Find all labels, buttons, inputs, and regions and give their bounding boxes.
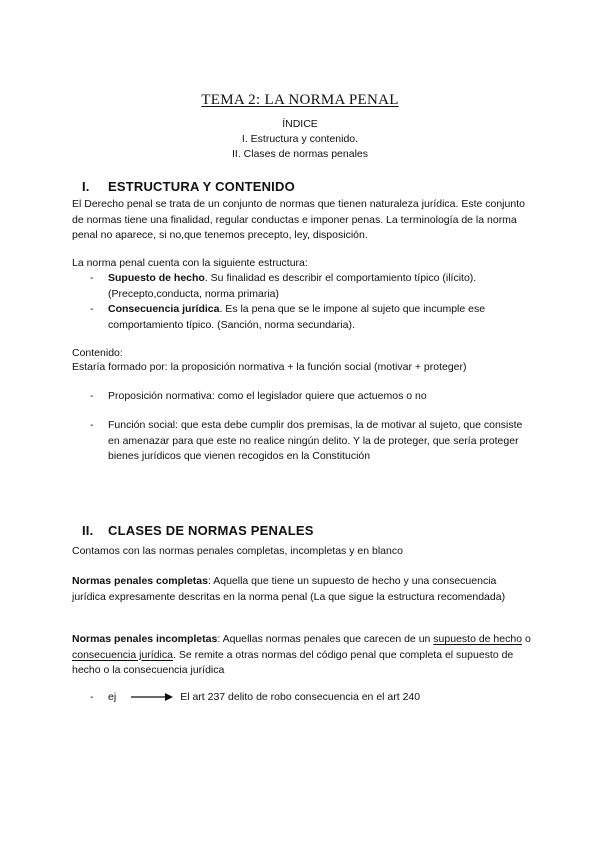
bullet-dash: - xyxy=(90,272,94,284)
document-title: TEMA 2: LA NORMA PENAL xyxy=(201,92,399,108)
bullet-text: Proposición normativa: como el legislador quiere que actuemos o no xyxy=(108,390,427,402)
incompletas-term: Normas penales incompletas xyxy=(72,633,218,645)
incompletas-paragraph xyxy=(72,632,532,679)
bullet-term: Consecuencia jurídica xyxy=(108,303,220,315)
index-item-1: I. Estructura y contenido. xyxy=(241,133,359,145)
bullet-dash: - xyxy=(90,303,94,315)
section-1-title: ESTRUCTURA Y CONTENIDO xyxy=(108,179,295,194)
completas-text: : Aquella que tiene un supuesto de hecho y una consecuencia jurídica expresamente descritas en la norma penal (La que sigue la estructura recomendada) xyxy=(72,575,506,603)
incompletas-text: . Se remite a otras normas del código penal que completa el supuesto de hecho o la consecuencia jurídica xyxy=(72,648,514,676)
index-heading: ÍNDICE xyxy=(282,118,318,130)
bullet-text: . Es la pena que se le impone al sujeto que incumple ese comportamiento típico. (Sanción, norma secundaria). xyxy=(108,303,486,331)
bullet-text: . Su finalidad es describir el comportamiento típico (ilícito). (Precepto,conducta, norma primaria) xyxy=(108,272,477,300)
section-1-heading xyxy=(82,179,295,194)
section-1-number: I. xyxy=(82,179,90,194)
section-1-intro: El Derecho penal se trata de un conjunto de normas que tienen naturaleza jurídica. Este conjunto de normas tiene una finalidad, regular conductas e imponer penas. La terminología de la norma penal no aparece, si no,que tenemos precepto, ley, disposición. xyxy=(72,198,525,241)
supuesto-link: supuesto de hecho xyxy=(433,633,523,645)
contenido-label: Contenido: xyxy=(72,347,123,359)
structure-lead: La norma penal cuenta con la siguiente estructura: xyxy=(72,257,308,269)
completas-paragraph xyxy=(72,574,532,605)
bullet-dash: - xyxy=(90,419,94,431)
incompletas-text: : Aquellas normas penales que carecen de un xyxy=(217,633,434,645)
bullet-dash: - xyxy=(90,390,94,402)
completas-term: Normas penales completas xyxy=(72,575,208,587)
incompletas-text: o xyxy=(522,633,531,645)
example-text: El art 237 delito de robo consecuencia en el art 240 xyxy=(180,691,421,703)
arrow-right-icon xyxy=(130,692,174,702)
bullet-text: Función social: que esta debe cumplir dos premisas, la de motivar al sujeto, que consiste en amenazar para que este no realice ningún delito. Y la de proteger, que sería proteger bienes jurídicos que vienen recogidos en la Constitución xyxy=(108,419,523,462)
section-2-title: CLASES DE NORMAS PENALES xyxy=(108,523,314,538)
section-2-number: II. xyxy=(82,523,94,538)
bullet-term: Supuesto de hecho xyxy=(108,272,205,284)
contenido-text: Estaría formado por: la proposición normativa + la función social (motivar + proteger) xyxy=(72,361,467,373)
section-2-intro: Contamos con las normas penales completas, incompletas y en blanco xyxy=(72,545,403,557)
section-2-heading xyxy=(82,523,314,538)
index-item-2: II. Clases de normas penales xyxy=(232,148,368,160)
consecuencia-link: consecuencia jurídica xyxy=(72,648,173,661)
example-label: ej xyxy=(108,691,117,703)
bullet-dash: - xyxy=(90,691,94,703)
